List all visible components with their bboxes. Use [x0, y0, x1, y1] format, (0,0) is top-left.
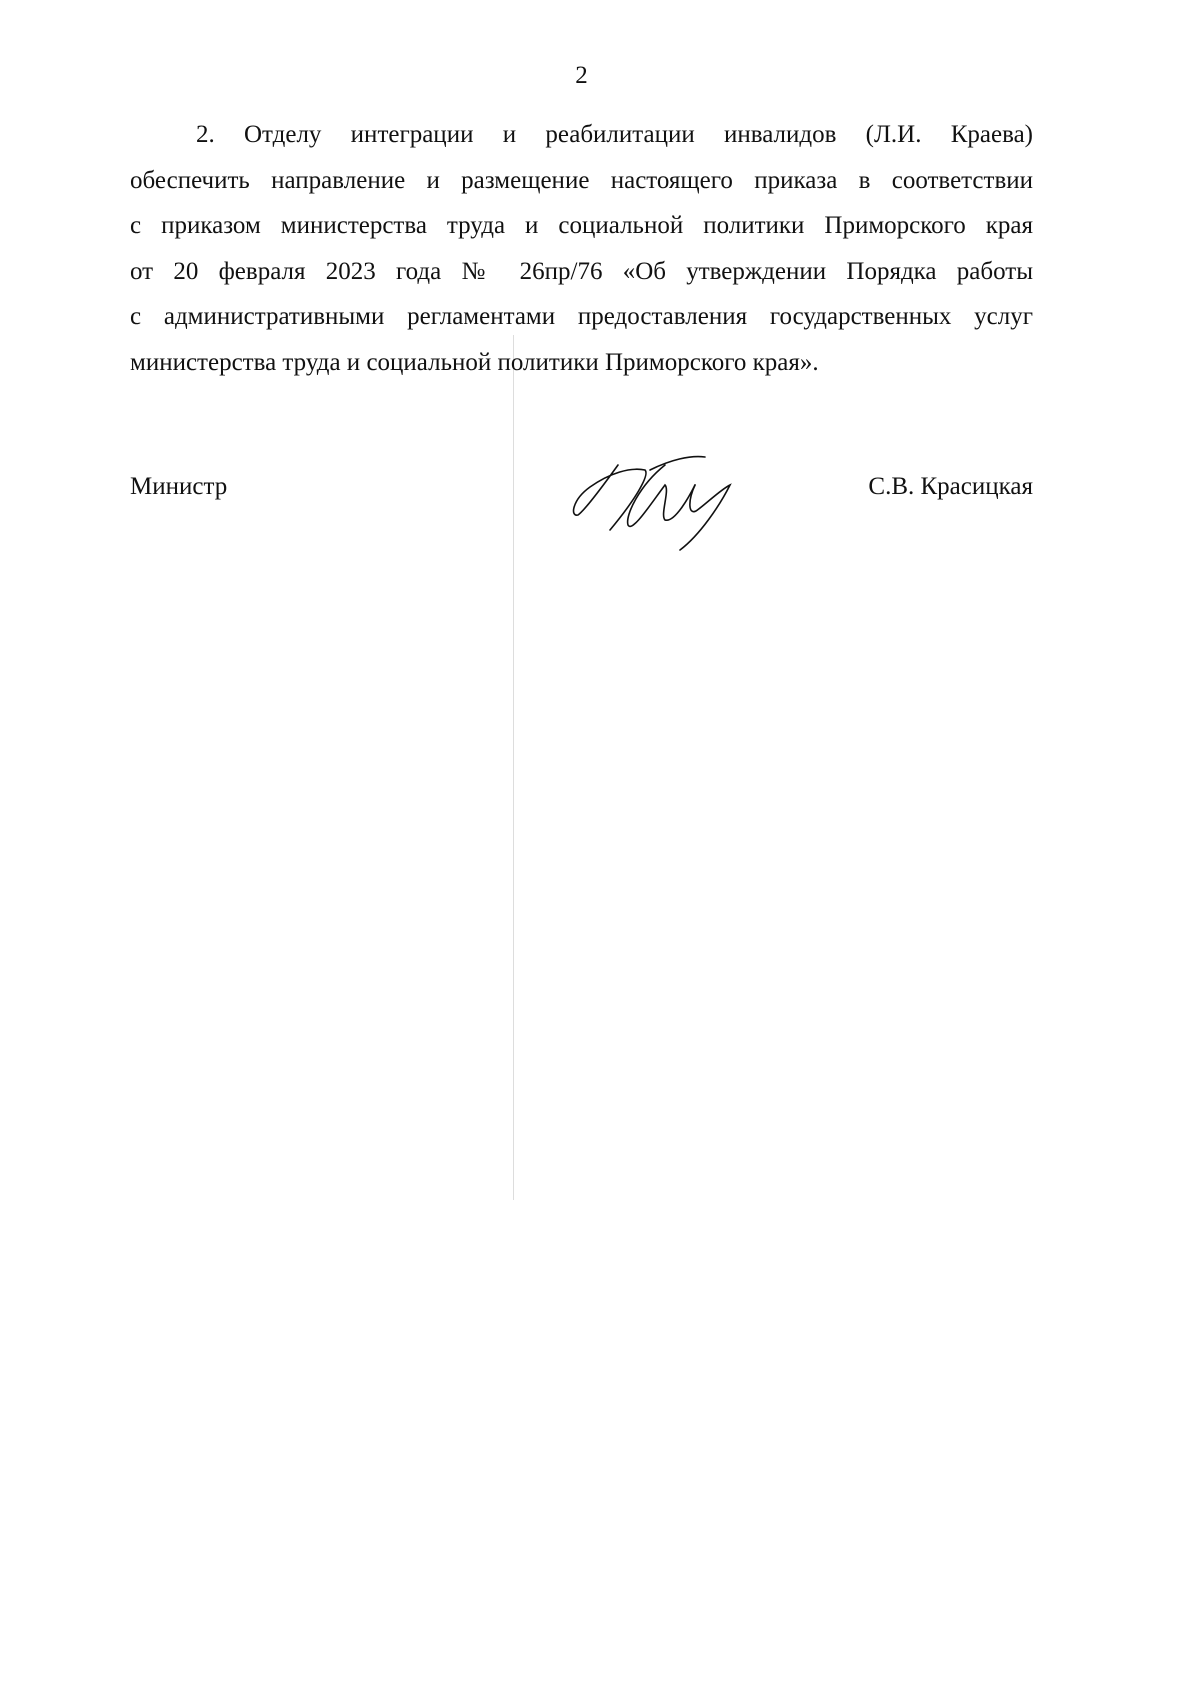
signatory-name: С.В. Красицкая [868, 473, 1033, 500]
paragraph-line: от 20 февраля 2023 года № 26пр/76 «Об утверждении Порядка работы [130, 257, 1033, 285]
paragraph-2 [130, 112, 1033, 385]
paragraph-line: 2. Отделу интеграции и реабилитации инвалидов (Л.И. Краева) [196, 121, 1033, 148]
paragraph-line: с административными регламентами предоставления государственных услуг [130, 303, 1033, 330]
handwritten-signature [570, 445, 750, 565]
signatory-position: Министр [130, 473, 228, 500]
scan-fold-line [513, 335, 514, 1200]
paragraph-line: с приказом министерства труда и социальной политики Приморского края [130, 212, 1033, 239]
page-number: 2 [575, 62, 588, 89]
paragraph-line: обеспечить направление и размещение настоящего приказа в соответствии [130, 166, 1033, 194]
paragraph-line: министерства труда и социальной политики Приморского края». [130, 348, 819, 376]
